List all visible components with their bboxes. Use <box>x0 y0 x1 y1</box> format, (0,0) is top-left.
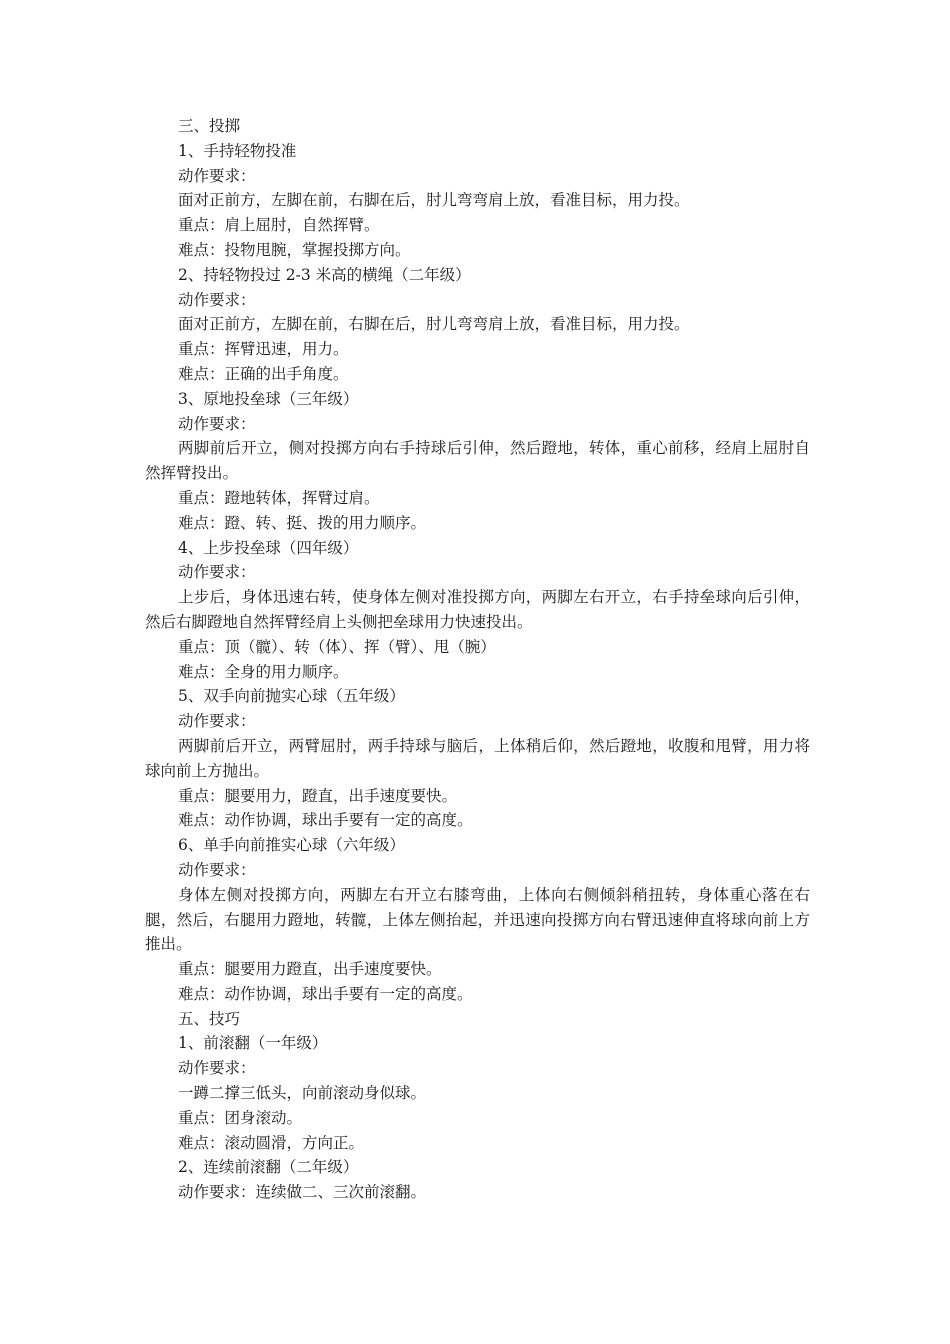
item-title: 1、手持轻物投准 <box>178 141 297 160</box>
difficulty: 难点：投物甩腕，掌握投掷方向。 <box>178 240 411 259</box>
item-title: 4、上步投垒球（四年级） <box>178 538 359 557</box>
key-point: 重点：腿要用力蹬直，出手速度要快。 <box>178 960 442 979</box>
requirement-text: 一蹲二撑三低头，向前滚动身似球。 <box>178 1084 427 1103</box>
difficulty: 难点：动作协调，球出手要有一定的高度。 <box>178 811 473 830</box>
requirement-text: 动作要求：连续做二、三次前滚翻。 <box>178 1183 427 1202</box>
requirement-label: 动作要求： <box>178 290 256 309</box>
requirement-label: 动作要求： <box>178 563 256 582</box>
item-title: 5、双手向前抛实心球（五年级） <box>178 687 405 706</box>
key-point: 重点：顶（髋）、转（体）、挥（臂）、甩（腕） <box>178 637 496 656</box>
difficulty: 难点：正确的出手角度。 <box>178 364 349 383</box>
requirement-text: 身体左侧对投掷方向，两脚左右开立右膝弯曲，上体向右侧倾斜稍扭转，身体重心落在右腿，然后，右腿用力蹬地，转髋，上体左侧抬起，并迅速向投掷方向右臂迅速伸直将球向前上方推出。 <box>145 885 810 954</box>
requirement-label: 动作要求： <box>178 166 256 185</box>
item-title: 1、前滚翻（一年级） <box>178 1034 328 1053</box>
difficulty: 难点：动作协调，球出手要有一定的高度。 <box>178 984 473 1003</box>
document-body <box>145 114 810 1205</box>
difficulty: 难点：全身的用力顺序。 <box>178 662 349 681</box>
key-point: 重点：挥臂迅速，用力。 <box>178 340 349 359</box>
requirement-label: 动作要求： <box>178 414 256 433</box>
requirement-text: 面对正前方，左脚在前，右脚在后，肘儿弯弯肩上放，看准目标，用力投。 <box>178 315 690 334</box>
requirement-label: 动作要求： <box>178 1059 256 1078</box>
requirement-text: 两脚前后开立，侧对投掷方向右手持球后引伸，然后蹬地，转体，重心前移，经肩上屈肘自然挥臂投出。 <box>145 439 810 483</box>
key-point: 重点：蹬地转体，挥臂过肩。 <box>178 488 380 507</box>
difficulty: 难点：蹬、转、挺、拨的用力顺序。 <box>178 513 427 532</box>
key-point: 重点：肩上屈肘，自然挥臂。 <box>178 216 380 235</box>
requirement-label: 动作要求： <box>178 860 256 879</box>
key-point: 重点：团身滚动。 <box>178 1108 303 1127</box>
item-title: 3、原地投垒球（三年级） <box>178 389 359 408</box>
heading-skills: 五、技巧 <box>178 1009 241 1028</box>
requirement-label: 动作要求： <box>178 712 256 731</box>
key-point: 重点：腿要用力，蹬直，出手速度要快。 <box>178 786 458 805</box>
requirement-text: 上步后，身体迅速右转，使身体左侧对准投掷方向，两脚左右开立，右手持垒球向后引伸，然后右脚蹬地自然挥臂经肩上头侧把垒球用力快速投出。 <box>145 588 810 631</box>
requirement-text: 面对正前方，左脚在前，右脚在后，肘儿弯弯肩上放，看准目标，用力投。 <box>178 191 690 210</box>
item-title: 6、单手向前推实心球（六年级） <box>178 836 405 855</box>
heading-throwing: 三、投掷 <box>178 117 241 135</box>
item-title: 2、连续前滚翻（二年级） <box>178 1158 359 1177</box>
difficulty: 难点：滚动圆滑，方向正。 <box>178 1133 365 1152</box>
item-title: 2、持轻物投过 2-3 米高的横绳（二年级） <box>178 265 471 284</box>
requirement-text: 两脚前后开立，两臂屈肘，两手持球与脑后，上体稍后仰，然后蹬地，收腹和甩臂，用力将球向前上方抛出。 <box>145 736 810 780</box>
